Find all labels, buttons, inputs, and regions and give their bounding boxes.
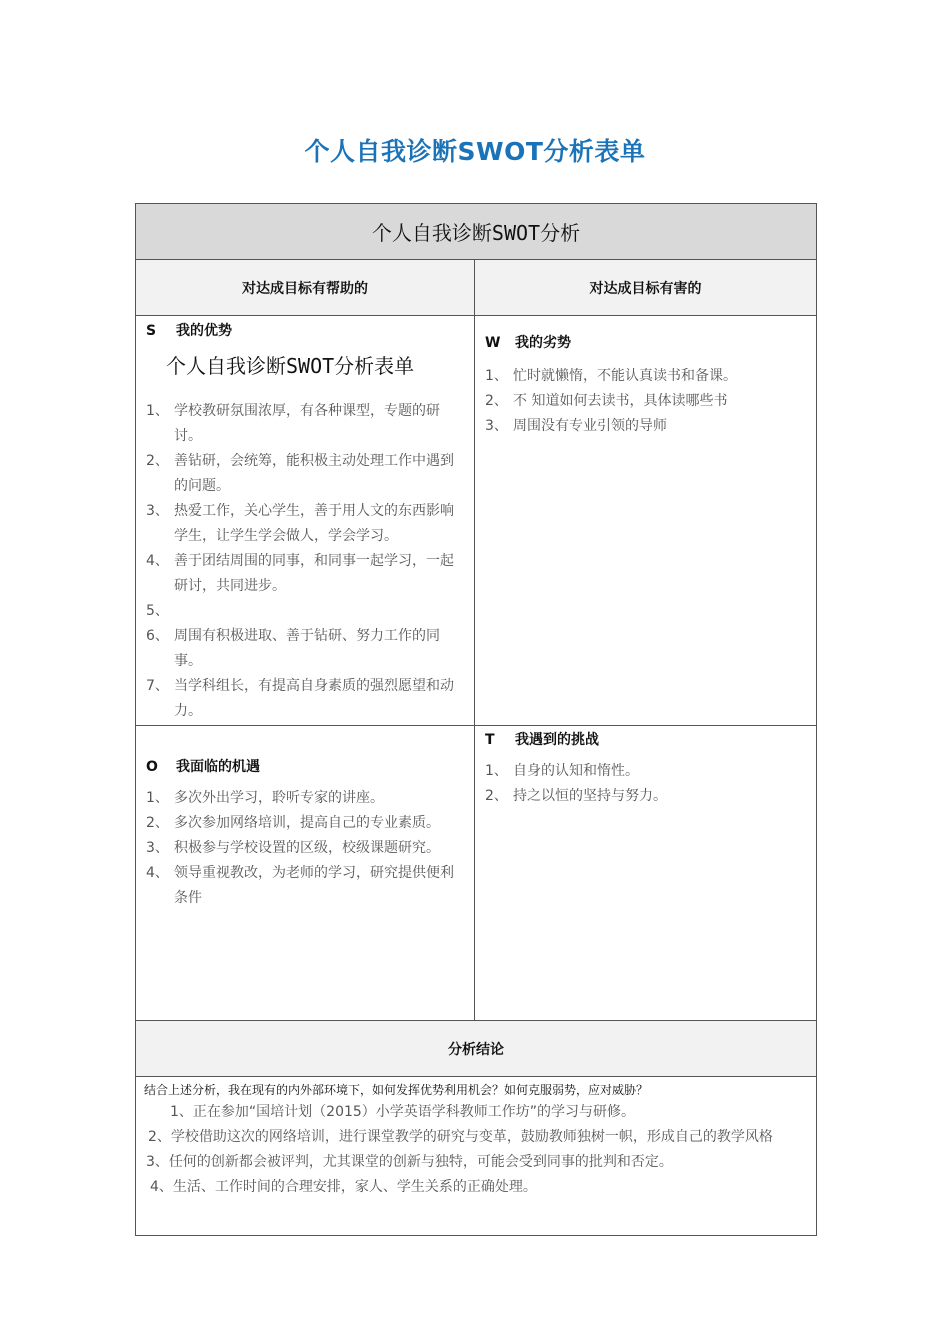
list-item: 5、 [146,603,169,619]
list-item: 4、 善于团结周围的同事，和同事一起学习，一起研讨，共同进步。 [146,553,454,594]
list-item: 1、 学校教研氛围浓厚，有各种课型，专题的研讨。 [146,403,440,444]
swot-table [135,203,817,1236]
conclusion-question: 结合上述分析，我在现有的内外部环境下，如何发挥优势利用机会？如何克服弱势，应对威胁？ [144,1083,649,1097]
harmful-header: 对达成目标有害的 [475,260,817,316]
list-item: 2、 持之以恒的坚持与努力。 [485,788,667,804]
list-item: 7、 当学科组长，有提高自身素质的强烈愿望和动力。 [146,678,454,719]
list-item: 1、 多次外出学习，聆听专家的讲座。 [146,790,384,806]
threats-cell [475,726,817,1021]
list-item: 6、 周围有积极进取、善于钻研、努力工作的同事。 [146,628,440,669]
threats-list [475,759,816,809]
list-item: 2、学校借助这次的网络培训，进行课堂教学的研究与变革，鼓励教师独树一帜，形成自己的教学风格 [148,1129,773,1145]
list-item: 2、 善钻研，会统筹，能积极主动处理工作中遇到的问题。 [146,453,454,494]
conclusion-list [136,1100,816,1210]
list-item: 1、正在参加“国培计划（2015）小学英语学科教师工作坊”的学习与研修。 [170,1104,636,1120]
table-main-header: 个人自我诊断SWOT分析 [136,204,817,260]
helpful-header: 对达成目标有帮助的 [136,260,475,316]
list-item: 2、 不 知道如何去读书，具体读哪些书 [485,393,728,409]
list-item: 4、生活、工作时间的合理安排，家人、学生关系的正确处理。 [150,1179,537,1195]
weaknesses-cell [475,316,817,726]
opportunities-title: O 我面临的机遇 [146,759,260,775]
list-item: 3、 积极参与学校设置的区级，校级课题研究。 [146,840,440,856]
list-item: 2、 多次参加网络培训，提高自己的专业素质。 [146,815,440,831]
opportunities-list [136,786,474,911]
list-item: 4、 领导重视教改，为老师的学习，研究提供便利条件 [146,865,454,906]
list-item: 1、 忙时就懒惰，不能认真读书和备课。 [485,368,737,384]
strengths-title: S 我的优势 [146,323,232,339]
conclusion-cell [136,1077,817,1236]
strengths-list [136,399,474,724]
document-title: 个人自我诊断SWOT分析表单 [304,137,646,166]
weaknesses-list [475,364,816,439]
conclusion-header: 分析结论 [136,1021,817,1077]
list-item: 1、 自身的认知和惰性。 [485,763,639,779]
weaknesses-title: W 我的劣势 [485,335,571,351]
embedded-form-title: 个人自我诊断SWOT分析表单 [166,354,415,378]
list-item: 3、任何的创新都会被评判，尤其课堂的创新与独特，可能会受到同事的批判和否定。 [146,1154,673,1170]
strengths-cell [136,316,475,726]
list-item: 3、 热爱工作，关心学生，善于用人文的东西影响学生，让学生学会做人，学会学习。 [146,503,454,544]
list-item: 3、 周围没有专业引领的导师 [485,418,667,434]
opportunities-cell [136,726,475,1021]
threats-title: T 我遇到的挑战 [485,732,599,748]
